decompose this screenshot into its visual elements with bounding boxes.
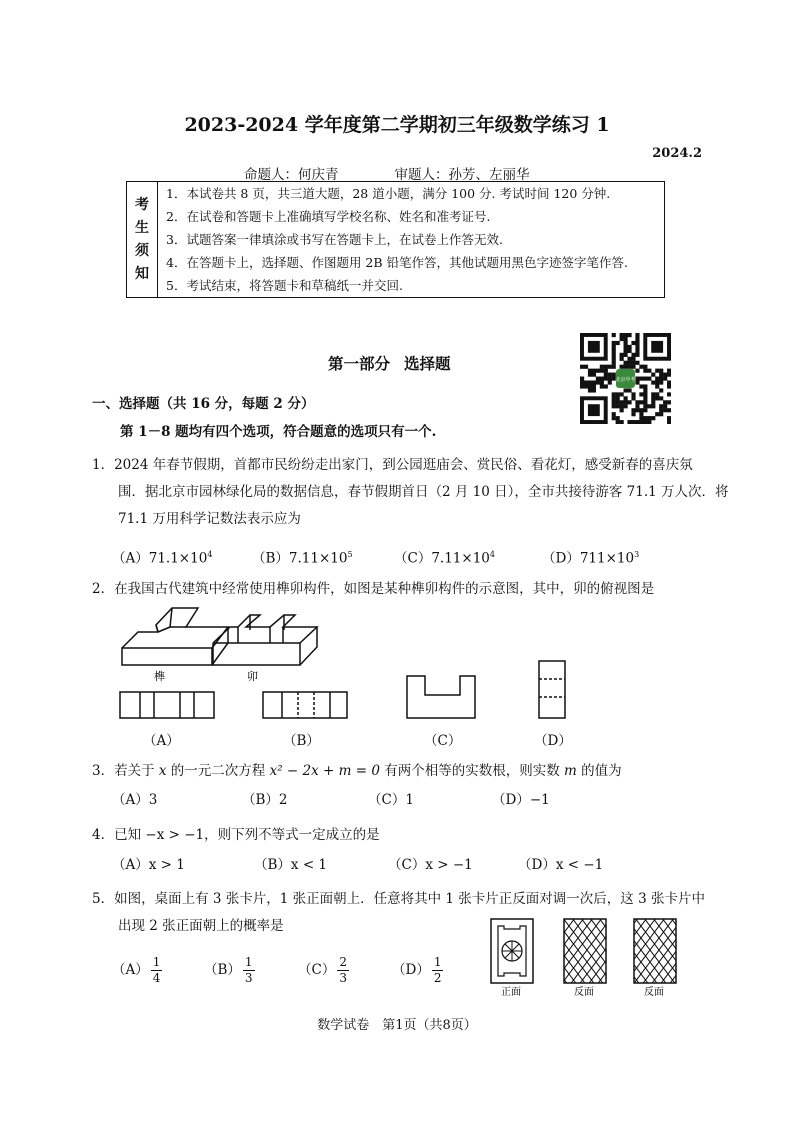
card-front — [491, 919, 533, 983]
notice-label-char: 须 — [135, 242, 149, 259]
q3-equation: x² − 2x + m = 0 — [269, 763, 380, 779]
q3-option-d[interactable]: （D）−1 — [492, 792, 550, 808]
section-heading: 一、选择题（共 16 分，每题 2 分） — [92, 396, 315, 412]
q4-option-b[interactable]: （B）x < 1 — [254, 857, 328, 873]
tenon-figure — [122, 608, 228, 665]
qr-badge-text: 北京中考 — [615, 377, 636, 383]
authors-line — [244, 163, 530, 183]
q5-option-label: （C） — [298, 961, 336, 978]
card-label: 反面 — [644, 987, 664, 996]
fraction-numerator: 1 — [152, 954, 161, 969]
q3-var: x — [158, 763, 167, 779]
notice-item: 2．在试卷和答题卡上准确填写学校名称、姓名和准考证号. — [166, 209, 491, 224]
q1-option-a-exp: 4 — [207, 550, 213, 559]
q3-option-b[interactable]: （B）2 — [242, 792, 288, 808]
q1-option-d[interactable] — [542, 541, 639, 573]
q3-options — [112, 787, 712, 814]
q5-line: 5．如图，桌面上有 3 张卡片，1 张正面朝上．任意将其中 1 张卡片正反面对调一次后，这 3 张卡片中 — [92, 891, 705, 907]
q1-option-c-text: （C）7.11×10 — [394, 550, 490, 567]
card-back-2 — [634, 919, 676, 983]
q1-option-d-exp: 3 — [634, 550, 640, 559]
q5-cards-figure — [488, 914, 688, 996]
notice-item: 5．考试结束，将答题卡和草稿纸一并交回. — [166, 278, 403, 293]
notice-label-char: 生 — [135, 219, 149, 236]
q1-line: 围．据北京市园林绿化局的数据信息，春节假期首日（2 月 10 日），全市共接待游客 71.1 万人次．将 — [118, 484, 729, 500]
q5-options — [112, 948, 472, 992]
section-note: 第 1－8 题均有四个选项，符合题意的选项只有一个. — [120, 424, 437, 440]
part-title: 选择题 — [404, 354, 451, 373]
q5-option-label: （A） — [112, 961, 149, 978]
q2-option-c[interactable]: （C） — [424, 733, 462, 749]
q3-option-a[interactable]: （A）3 — [112, 792, 158, 808]
card-label: 正面 — [501, 987, 521, 996]
q4-option-d[interactable]: （D）x < −1 — [518, 857, 604, 873]
part-name: 第一部分 — [328, 354, 391, 373]
question-1 — [92, 452, 729, 533]
q5-option-fraction — [151, 955, 163, 986]
notice-label-char: 考 — [135, 196, 149, 213]
q4-options — [112, 852, 712, 879]
exam-notice-box — [126, 181, 665, 298]
notice-item: 3．试题答案一律填涂或书写在答题卡上，在试卷上作答无效. — [166, 232, 503, 247]
q1-option-c[interactable] — [394, 541, 495, 573]
fraction-denominator: 3 — [244, 970, 253, 985]
q1-option-a-text: （A）71.1×10 — [112, 550, 208, 567]
page-footer: 数学试卷 第1页（共8页） — [317, 1018, 477, 1033]
q3-text: 的一元二次方程 — [166, 763, 270, 779]
notice-items — [158, 182, 665, 298]
q1-option-a[interactable] — [112, 541, 212, 573]
q3-var: m — [564, 763, 577, 779]
option-c-view — [407, 676, 475, 718]
notice-item: 1．本试卷共 8 页，共三道大题，28 道小题，满分 100 分. 考试时间 120 分钟. — [166, 186, 611, 201]
notice-label — [127, 182, 158, 298]
q3-text: 有两个相等的实数根，则实数 — [379, 763, 565, 779]
qr-code-icon — [580, 333, 671, 424]
q4-option-a[interactable]: （A）x > 1 — [112, 857, 185, 873]
q2-option-d[interactable]: （D） — [534, 733, 572, 749]
fraction-numerator: 1 — [433, 954, 442, 969]
q1-line: 71.1 万用科学记数法表示应为 — [118, 511, 301, 527]
reviewer: 审题人：孙芳、左丽华 — [394, 167, 530, 183]
q1-option-b-text: （B）7.11×10 — [252, 550, 348, 567]
q5-option-fraction — [243, 955, 255, 986]
tenon-label: 榫 — [154, 670, 165, 683]
q5-option-b[interactable] — [204, 948, 255, 992]
q1-option-b[interactable] — [252, 541, 353, 573]
q5-option-fraction — [337, 955, 349, 986]
question-3 — [92, 758, 622, 785]
q4-option-c[interactable]: （C）x > −1 — [388, 857, 473, 873]
part-heading — [328, 352, 451, 374]
q5-option-label: （D） — [392, 961, 430, 978]
q3-option-c[interactable]: （C）1 — [368, 792, 414, 808]
option-a-view — [120, 692, 214, 718]
exam-date: 2024.2 — [652, 146, 702, 161]
mortise-label: 卯 — [247, 670, 258, 683]
q3-text: 3．若关于 — [92, 763, 159, 779]
q5-line: 出现 2 张正面朝上的概率是 — [118, 918, 284, 934]
option-b-view — [263, 692, 347, 718]
option-d-view — [539, 661, 565, 718]
q2-figure — [110, 605, 710, 745]
q2-option-a[interactable]: （A） — [143, 733, 180, 749]
notice-label-char: 知 — [135, 265, 149, 282]
card-back-1 — [564, 919, 606, 983]
fraction-numerator: 1 — [244, 954, 253, 969]
q5-option-c[interactable] — [298, 948, 349, 992]
q5-option-fraction — [432, 955, 444, 986]
fraction-denominator: 4 — [152, 970, 161, 985]
q2-option-b[interactable]: （B） — [283, 733, 320, 749]
card-label: 反面 — [574, 987, 594, 996]
question-4: 4．已知 −x > −1，则下列不等式一定成立的是 — [92, 827, 380, 843]
q1-option-b-exp: 5 — [347, 550, 353, 559]
q1-option-d-text: （D）711×10 — [542, 550, 635, 567]
q3-text: 的值为 — [576, 763, 622, 779]
q5-option-label: （B） — [204, 961, 241, 978]
page-title: 2023-2024 学年度第二学期初三年级数学练习 1 — [184, 114, 610, 136]
q5-option-a[interactable] — [112, 948, 162, 992]
q5-option-d[interactable] — [392, 948, 443, 992]
notice-item: 4．在答题卡上，选择题、作图题用 2B 铅笔作答，其他试题用黑色字迹签字笔作答. — [166, 255, 629, 270]
q1-options — [112, 541, 712, 568]
question-2: 2．在我国古代建筑中经常使用榫卯构件，如图是某种榫卯构件的示意图，其中，卯的俯视图是 — [92, 581, 655, 597]
fraction-numerator: 2 — [339, 954, 347, 969]
q1-option-c-exp: 4 — [489, 550, 495, 559]
setter: 命题人：何庆青 — [244, 167, 339, 183]
fraction-denominator: 2 — [433, 970, 442, 985]
q1-line: 1．2024 年春节假期，首都市民纷纷走出家门，到公园逛庙会、赏民俗、看花灯，感受新春的喜庆氛 — [92, 457, 693, 473]
fraction-denominator: 3 — [339, 970, 347, 985]
